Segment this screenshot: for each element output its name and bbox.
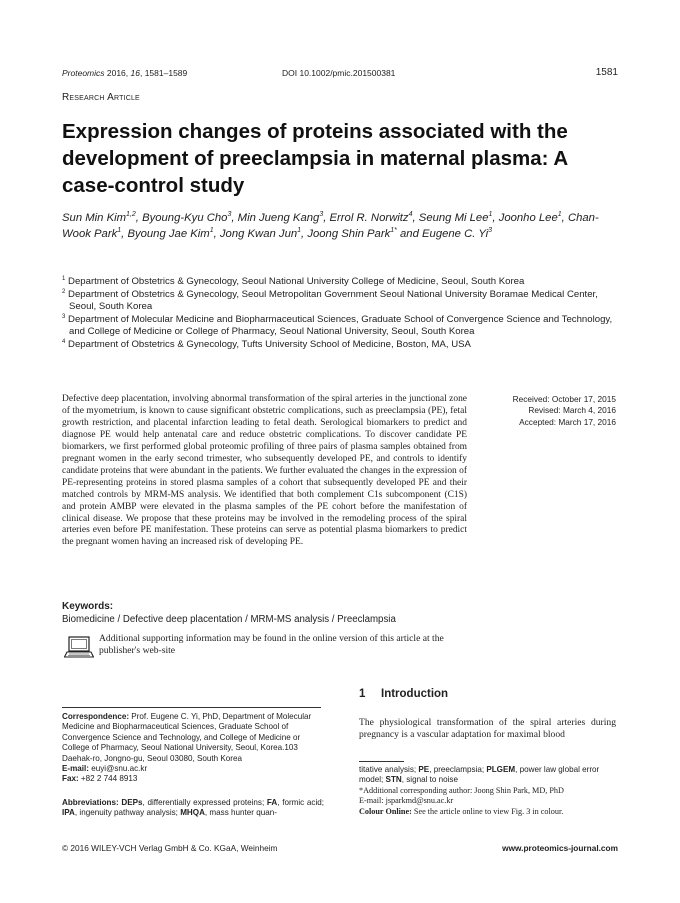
author-affil-ref: 1 — [557, 211, 562, 219]
author-name: Jong Kwan Jun — [219, 227, 298, 240]
affiliation — [62, 289, 627, 314]
additional-correspondence: *Additional corresponding author: Joong Shin Park, MD, PhD — [359, 785, 564, 795]
affiliation-number: 4 — [62, 338, 66, 345]
affiliation-number: 3 — [62, 313, 66, 320]
affiliations — [62, 276, 627, 351]
author-name: Byoung Jae Kim — [127, 227, 210, 240]
affiliation — [62, 314, 627, 339]
colour-online-text: See the article online to view Fig. 3 in colour. — [411, 806, 564, 816]
abbreviations-label: Abbreviations: — [62, 798, 119, 807]
abbreviation-definition: , power law global error model; — [359, 765, 600, 785]
author-affil-ref: 1 — [117, 226, 122, 234]
abbreviation: MHQA — [180, 808, 205, 818]
author-affil-ref: 1 — [209, 226, 214, 234]
laptop-icon — [64, 636, 94, 658]
author-affil-ref: 1 — [297, 226, 302, 234]
article-type: Research Article — [62, 92, 140, 103]
abbreviation-definition: , formic acid; — [277, 798, 325, 807]
section-title: Introduction — [381, 688, 449, 700]
abbreviation-definition: titative analysis; — [359, 765, 419, 774]
affiliation-text: Department of Obstetrics & Gynecology, Tufts University School of Medicine, Boston, MA, USA — [68, 338, 471, 350]
section-heading — [359, 688, 448, 700]
date-label: Received: — [512, 394, 550, 404]
author-affil-ref: 3 — [319, 211, 324, 219]
author-name: Joong Shin Park — [307, 227, 391, 240]
author-name: Byoung-Kyu Cho — [142, 212, 228, 224]
abbreviation-definition: , preeclampsia; — [429, 765, 487, 774]
date-value: March 4, 2016 — [562, 405, 616, 416]
journal-name: Proteomics — [62, 68, 105, 78]
journal-website-link[interactable]: www.proteomics-journal.com — [502, 843, 618, 853]
doi: DOI 10.1002/pmic.201500381 — [282, 68, 396, 78]
author-list: Sun Min Kim$^{1,2}$, Byoung-Kyu Cho$^3$, Min Jueng Kang$^3$, Errol R. Norwitz$^4$, Seung Mi Lee$^1$, Joonho Lee$^1$, Chan-Wook Park$^1$, Byoung Jae Kim$^1$, Jong Kwan Jun$^1$, Joong Shin Park$^{1*}$ and Eugene C. Yi$^3$ — [62, 211, 599, 240]
date-label: Accepted: — [519, 416, 557, 427]
date-row — [480, 394, 616, 405]
abbreviations — [62, 798, 324, 819]
author-affil-ref: 1 — [488, 211, 493, 219]
author-name: Seung Mi Lee — [418, 212, 489, 224]
page-number: 1581 — [595, 67, 618, 78]
abbreviation: PLGEM — [486, 765, 516, 774]
keywords-list: Biomedicine / Defective deep placentation / MRM-MS analysis / Preeclampsia — [62, 614, 396, 625]
affiliation-text: Department of Obstetrics & Gynecology, Seoul Metropolitan Government Seoul National University Boramae Medical Center, Seoul, South Korea — [68, 288, 598, 312]
date-value: October 17, 2015 — [551, 394, 616, 404]
additional-email: E-mail: jsparkmd@snu.ac.kr — [359, 796, 454, 806]
affiliation — [62, 276, 627, 289]
correspondence — [62, 712, 324, 785]
abbreviation-definition: , differentially expressed proteins; — [142, 798, 267, 807]
affiliation-text: Department of Obstetrics & Gynecology, Seoul National University College of Medicine, Seoul, South Korea — [68, 276, 525, 287]
author-name: Sun Min Kim — [62, 212, 127, 224]
abbreviation: FA — [266, 798, 278, 807]
fax-label: Fax: — [62, 774, 79, 784]
correspondence-text: Prof. Eugene C. Yi, PhD, Department of Molecular Medicine and Biopharmaceutical Sciences, Graduate School of Convergence Science and Technology, and College of Medicine or College of Pharmacy, Seoul National University, Seoul, Korea.103 Daehak-ro, Jongno-gu, Seoul 03080, South Korea — [62, 712, 312, 763]
article-dates — [480, 394, 616, 428]
abbreviation: PE — [418, 765, 430, 774]
author-affil-ref: 3 — [227, 211, 232, 219]
date-row — [480, 405, 616, 416]
author-name: Chan-Wook Park — [62, 212, 599, 240]
correspondence-fax: +82 2 744 8913 — [78, 774, 138, 784]
author-affil-ref: 3 — [488, 226, 493, 234]
abbreviation: STN — [385, 775, 402, 785]
author-affil-ref: 4 — [408, 211, 413, 219]
date-value: March 17, 2016 — [558, 416, 616, 427]
author-name: Errol R. Norwitz — [329, 212, 409, 224]
journal-citation — [62, 68, 187, 78]
date-row — [480, 417, 616, 428]
article-title: Expression changes of proteins associated with the development of preeclampsia in maternal plasma: A case-control study — [62, 120, 568, 197]
affiliation-number: 1 — [62, 275, 66, 282]
colour-online-label: Colour Online: — [359, 806, 412, 816]
copyright: © 2016 WILEY-VCH Verlag GmbH & Co. KGaA, Weinheim — [62, 843, 278, 853]
journal-pages: , 1581–1589 — [139, 68, 188, 78]
abbreviations-continued — [359, 765, 617, 786]
intro-paragraph: The physiological transformation of the spiral arteries during pregnancy is a vascular adaptation for maximal blood — [359, 717, 616, 741]
affiliation-text: Department of Molecular Medicine and Biopharmaceutical Sciences, Graduate School of Convergence Science and Technology, and College of Medicine or College of Pharmacy, Seoul National University, Seoul, South Korea — [68, 313, 613, 337]
author-name: Min Jueng Kang — [237, 212, 320, 224]
abbreviation: DEPs — [121, 798, 143, 807]
divider — [62, 707, 321, 708]
abbreviation-definition: , signal to noise — [401, 775, 458, 785]
author-affil-ref: 1,2 — [126, 211, 136, 219]
footnote-rule — [359, 761, 404, 762]
affiliation-number: 2 — [62, 288, 66, 295]
footnotes — [359, 765, 617, 817]
abbreviation-definition: , ingenuity pathway analysis; — [74, 808, 181, 818]
journal-volume: 16 — [130, 68, 140, 78]
supporting-info-note: Additional supporting information may be found in the online version of this article at the publisher's web-site — [99, 633, 444, 657]
author-name: Eugene C. Yi — [422, 227, 489, 240]
section-number: 1 — [359, 688, 366, 700]
correspondence-email: euyi@snu.ac.kr — [89, 764, 148, 774]
abbreviation-definition: , mass hunter quan- — [204, 808, 277, 818]
email-label: E-mail: — [62, 764, 89, 774]
author-affil-ref: 1* — [390, 226, 397, 234]
abstract: Defective deep placentation, involving abnormal transformation of the spiral arteries in the junctional zone of the myometrium, is known to cause significant obstetric complications, such as preeclampsia (PE), fetal growth restriction, and placental infarction leading to fetal death. Serological biomarkers to predict and diagnose PE would help antenatal care and reduce obstetric complications. To discover candidate PE biomarkers, we first performed global proteomic profiling of three pairs of plasma samples obtained from pregnant women in the early second trimester, who subsequently developed PE, and controls to identify candidate proteins that were abundant in the patients. We further evaluated the changes in the expression of PE-representing proteins in stored plasma samples of a cohort that subsequently developed PE and their matched controls by MRM-MS analysis. We identified that both complement C1s subcomponent (C1S) and protein AMBP were elevated in the plasma samples of the PE cohort before the manifestation of clinical disease. We propose that these proteins may be involved in the remodeling process of the spiral arteries even before PE manifestation. These proteins can serve as potential plasma biomarkers to predict the pregnant women having an increased risk of developing PE. — [62, 394, 467, 548]
keywords-heading: Keywords: — [62, 601, 114, 612]
date-label: Revised: — [528, 405, 561, 416]
author-name: Joonho Lee — [498, 212, 558, 224]
journal-year: 2016, — [104, 68, 131, 78]
abbreviation: IPA — [62, 808, 75, 818]
affiliation — [62, 339, 627, 352]
correspondence-label: Correspondence: — [62, 712, 130, 721]
